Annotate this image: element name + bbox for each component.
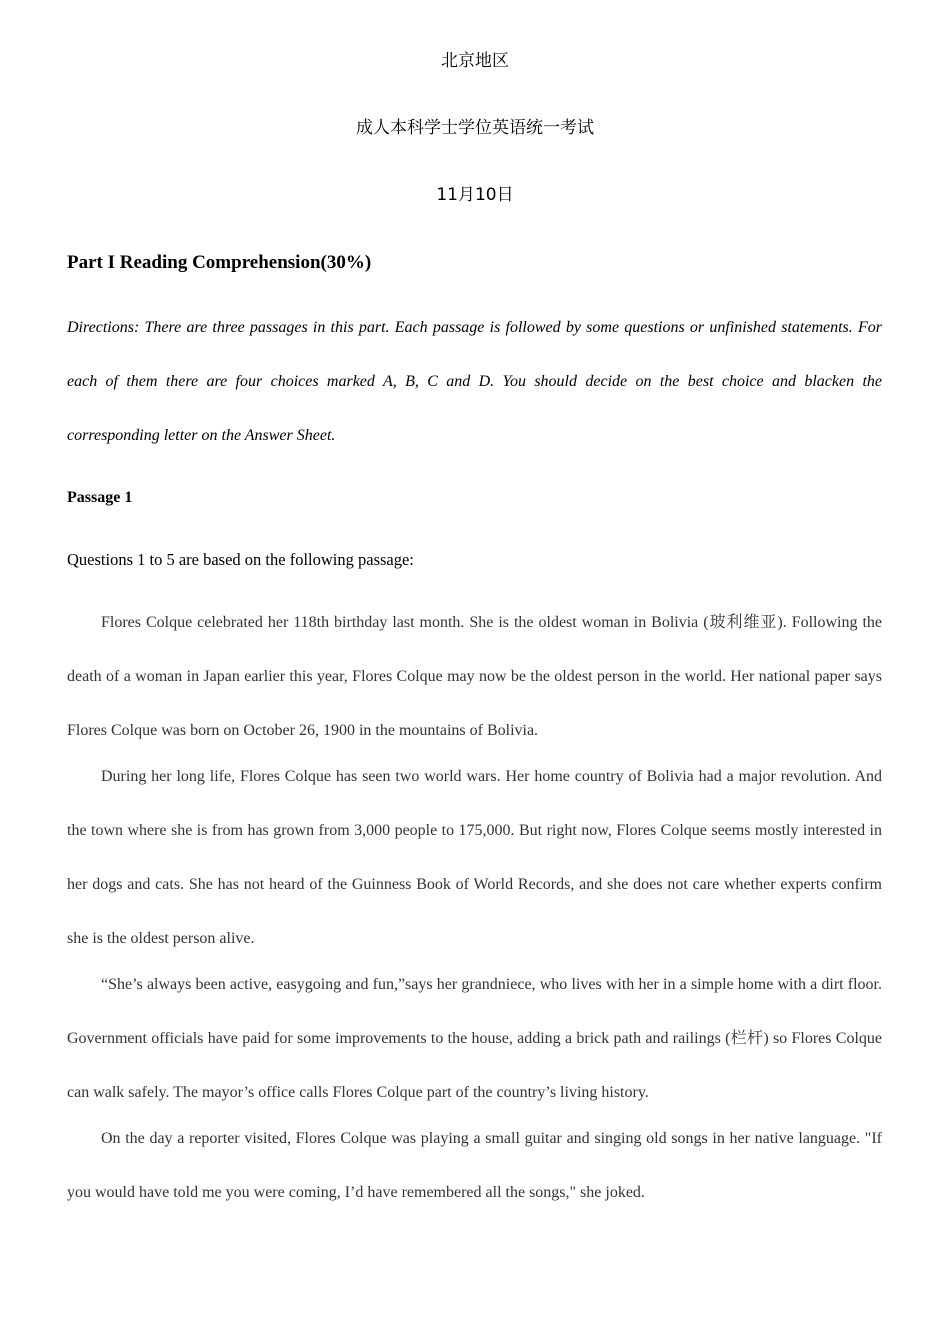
directions-text: Directions: There are three passages in this part. Each passage is followed by some questions or unfinished statements. For each of them there are four choices marked A, B, C and D. You should decide on the best choice and blacken the corresponding letter on the Answer Sheet.: [67, 319, 882, 444]
part-heading: Part I Reading Comprehension(30%): [67, 252, 372, 273]
passage-paragraph-2: During her long life, Flores Colque has seen two world wars. Her home country of Bolivia had a major revolution. And the town where she is from has grown from 3,000 people to 175,000. But right now, Flores Colque seems mostly interested in her dogs and cats. She has not heard of the Guinness Book of World Records, and she does not care whether experts confirm she is the oldest person alive.: [67, 768, 882, 947]
passage-heading: Passage 1: [67, 489, 133, 506]
passage-paragraph-3: “She’s always been active, easygoing and fun,”says her grandniece, who lives with her in a simple home with a dirt floor. Government officials have paid for some improvements to the house, adding a brick path and railings (栏杆) so Flores Colque can walk safely. The mayor’s office calls Flores Colque part of the country’s living history.: [67, 976, 882, 1101]
region-title: 北京地区: [441, 51, 509, 71]
passage-paragraph-4: On the day a reporter visited, Flores Colque was playing a small guitar and singing old songs in her native language. "If you would have told me you were coming, I’d have remembered all the songs," she joked.: [67, 1130, 882, 1201]
passage-paragraph-1: Flores Colque celebrated her 118th birthday last month. She is the oldest woman in Bolivia (玻利维亚). Following the death of a woman in Japan earlier this year, Flores Colque may now be the oldest person in the world. Her national paper says Flores Colque was born on October 26, 1900 in the mountains of Bolivia.: [67, 614, 882, 739]
exam-title: 成人本科学士学位英语统一考试: [356, 118, 594, 138]
passage-intro: Questions 1 to 5 are based on the following passage:: [67, 550, 414, 569]
exam-date: 11月10日: [436, 185, 514, 205]
passage-body: [67, 596, 882, 1220]
